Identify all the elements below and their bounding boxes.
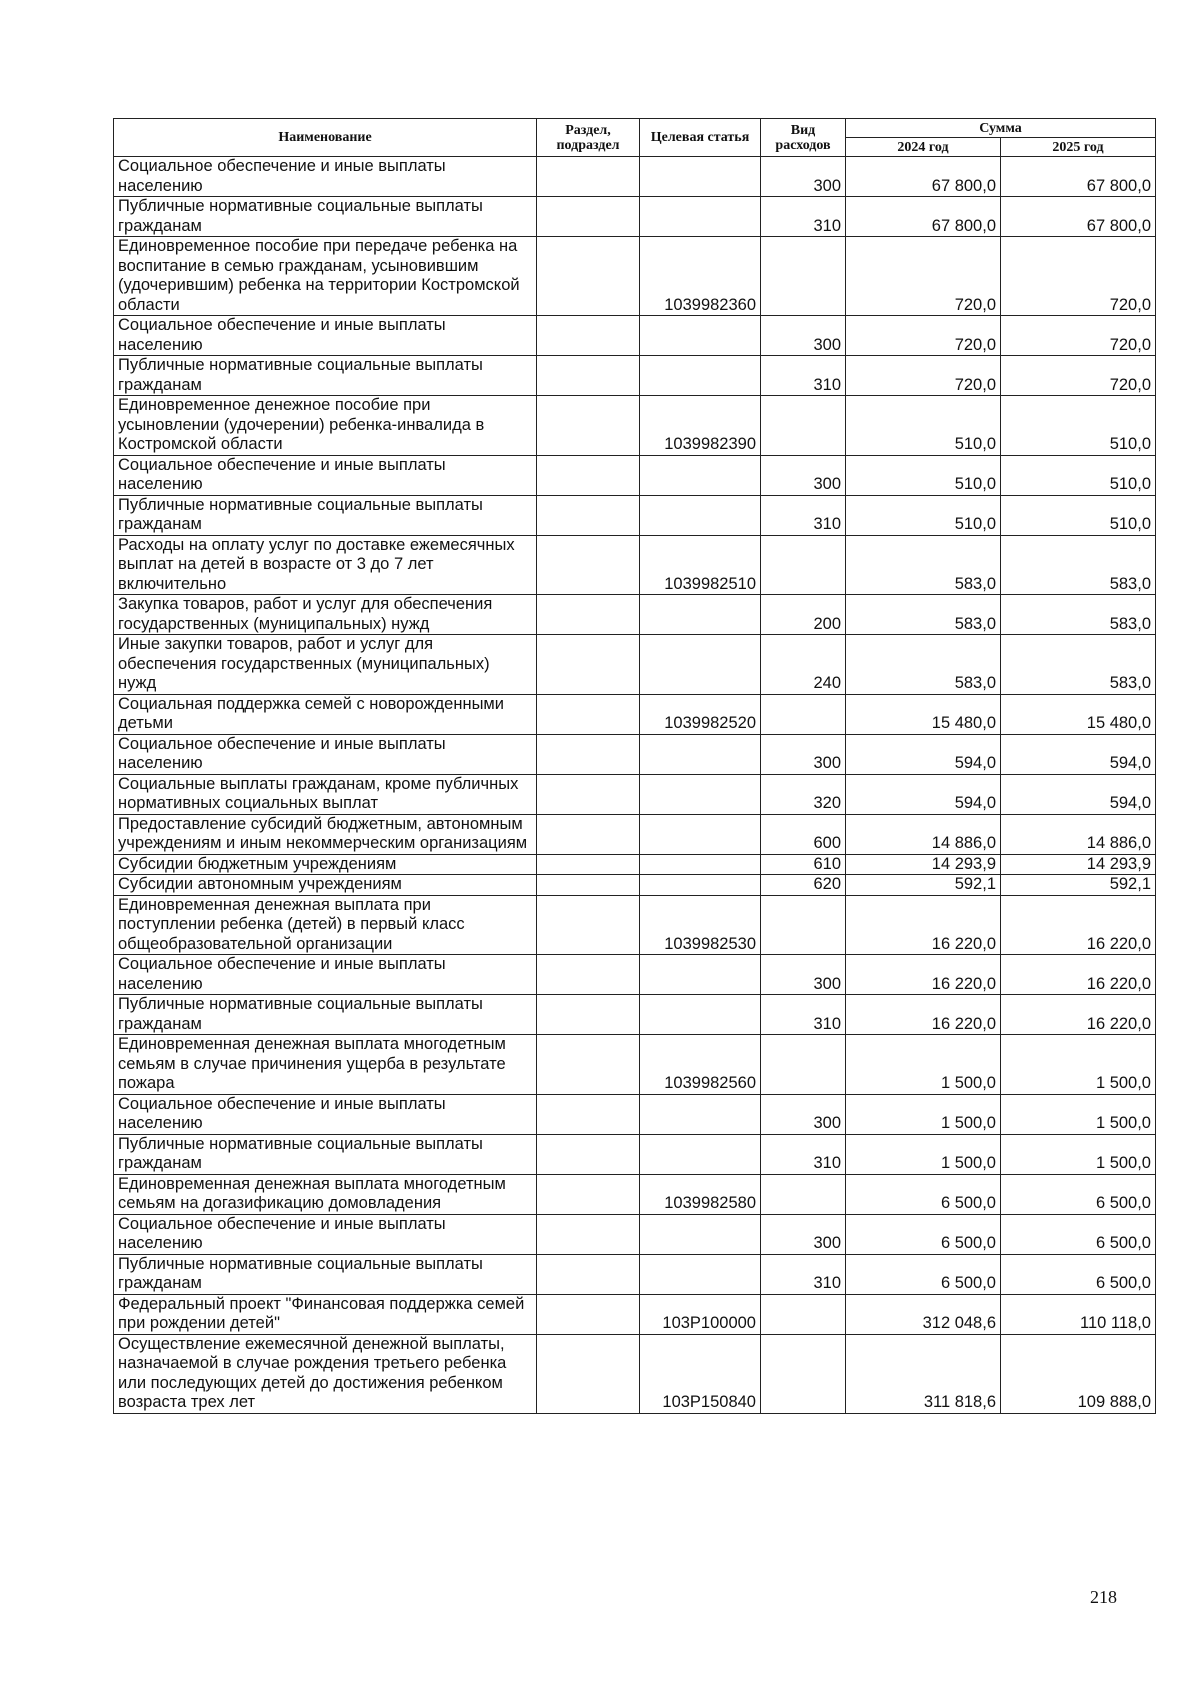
cell-name: Публичные нормативные социальные выплаты гражданам <box>114 495 537 535</box>
cell-target <box>640 1094 761 1134</box>
cell-amount-2024: 6 500,0 <box>846 1174 1001 1214</box>
table-row <box>114 1254 1156 1294</box>
cell-name: Социальное обеспечение и иные выплаты населению <box>114 955 537 995</box>
table-row <box>114 1214 1156 1254</box>
cell-target <box>640 356 761 396</box>
cell-name: Социальное обеспечение и иные выплаты населению <box>114 455 537 495</box>
cell-amount-2025: 1 500,0 <box>1001 1134 1156 1174</box>
cell-section <box>537 1294 640 1334</box>
table-row <box>114 157 1156 197</box>
cell-section <box>537 356 640 396</box>
cell-amount-2025: 6 500,0 <box>1001 1214 1156 1254</box>
cell-amount-2025: 110 118,0 <box>1001 1294 1156 1334</box>
cell-name: Субсидии автономным учреждениям <box>114 875 537 896</box>
cell-section <box>537 774 640 814</box>
cell-amount-2024: 720,0 <box>846 316 1001 356</box>
cell-amount-2025: 592,1 <box>1001 875 1156 896</box>
cell-amount-2024: 16 220,0 <box>846 995 1001 1035</box>
cell-amount-2024: 720,0 <box>846 356 1001 396</box>
cell-amount-2024: 15 480,0 <box>846 694 1001 734</box>
cell-amount-2024: 592,1 <box>846 875 1001 896</box>
header-section: Раздел, подраздел <box>537 119 640 157</box>
table-row <box>114 895 1156 955</box>
cell-name: Субсидии бюджетным учреждениям <box>114 854 537 875</box>
table-row <box>114 995 1156 1035</box>
cell-type <box>761 1035 846 1095</box>
header-target: Целевая статья <box>640 119 761 157</box>
cell-section <box>537 396 640 456</box>
table-row <box>114 316 1156 356</box>
cell-type <box>761 396 846 456</box>
cell-name: Предоставление субсидий бюджетным, автономным учреждениям и иным некоммерческим организациям <box>114 814 537 854</box>
cell-amount-2024: 14 293,9 <box>846 854 1001 875</box>
table-row <box>114 535 1156 595</box>
cell-amount-2025: 15 480,0 <box>1001 694 1156 734</box>
table-row <box>114 1094 1156 1134</box>
table-row <box>114 495 1156 535</box>
table-row <box>114 455 1156 495</box>
cell-section <box>537 197 640 237</box>
cell-target: 1039982580 <box>640 1174 761 1214</box>
header-year-2025: 2025 год <box>1001 138 1156 157</box>
cell-type: 310 <box>761 1134 846 1174</box>
table-row <box>114 1035 1156 1095</box>
cell-target <box>640 495 761 535</box>
cell-amount-2024: 594,0 <box>846 734 1001 774</box>
cell-section <box>537 995 640 1035</box>
header-name: Наименование <box>114 119 537 157</box>
cell-amount-2025: 720,0 <box>1001 356 1156 396</box>
cell-target <box>640 875 761 896</box>
cell-type: 240 <box>761 635 846 695</box>
cell-amount-2024: 583,0 <box>846 595 1001 635</box>
cell-type <box>761 535 846 595</box>
cell-target <box>640 595 761 635</box>
cell-section <box>537 1134 640 1174</box>
cell-type: 300 <box>761 1214 846 1254</box>
cell-amount-2024: 6 500,0 <box>846 1214 1001 1254</box>
cell-section <box>537 495 640 535</box>
cell-name: Единовременное денежное пособие при усыновлении (удочерении) ребенка-инвалида в Костромской области <box>114 396 537 456</box>
cell-type: 300 <box>761 1094 846 1134</box>
cell-amount-2024: 583,0 <box>846 535 1001 595</box>
cell-amount-2025: 594,0 <box>1001 774 1156 814</box>
cell-amount-2024: 720,0 <box>846 237 1001 316</box>
cell-section <box>537 595 640 635</box>
cell-target: 1039982510 <box>640 535 761 595</box>
cell-amount-2025: 1 500,0 <box>1001 1035 1156 1095</box>
cell-name: Публичные нормативные социальные выплаты гражданам <box>114 356 537 396</box>
cell-target <box>640 316 761 356</box>
cell-section <box>537 875 640 896</box>
table-row <box>114 694 1156 734</box>
cell-amount-2024: 67 800,0 <box>846 197 1001 237</box>
cell-type: 310 <box>761 356 846 396</box>
cell-name: Публичные нормативные социальные выплаты гражданам <box>114 197 537 237</box>
cell-amount-2025: 16 220,0 <box>1001 955 1156 995</box>
cell-target: 1039982530 <box>640 895 761 955</box>
cell-name: Единовременная денежная выплата многодетным семьям в случае причинения ущерба в результате пожара <box>114 1035 537 1095</box>
cell-amount-2025: 6 500,0 <box>1001 1254 1156 1294</box>
table-row <box>114 734 1156 774</box>
cell-type <box>761 895 846 955</box>
table-row <box>114 356 1156 396</box>
cell-amount-2025: 510,0 <box>1001 495 1156 535</box>
cell-target <box>640 1134 761 1174</box>
cell-target: 1039982390 <box>640 396 761 456</box>
cell-type <box>761 1334 846 1413</box>
cell-type: 300 <box>761 455 846 495</box>
cell-name: Единовременная денежная выплата многодетным семьям на догазификацию домовладения <box>114 1174 537 1214</box>
cell-section <box>537 1214 640 1254</box>
cell-amount-2025: 720,0 <box>1001 316 1156 356</box>
cell-amount-2025: 16 220,0 <box>1001 995 1156 1035</box>
table-row <box>114 1334 1156 1413</box>
cell-target <box>640 455 761 495</box>
cell-amount-2025: 109 888,0 <box>1001 1334 1156 1413</box>
cell-target <box>640 734 761 774</box>
header-type: Вид расходов <box>761 119 846 157</box>
cell-amount-2024: 510,0 <box>846 396 1001 456</box>
cell-name: Расходы на оплату услуг по доставке ежемесячных выплат на детей в возрасте от 3 до 7 лет включительно <box>114 535 537 595</box>
cell-target <box>640 1214 761 1254</box>
cell-amount-2025: 720,0 <box>1001 237 1156 316</box>
cell-name: Единовременная денежная выплата при поступлении ребенка (детей) в первый класс общеобразовательной организации <box>114 895 537 955</box>
cell-amount-2024: 1 500,0 <box>846 1035 1001 1095</box>
table-row <box>114 237 1156 316</box>
cell-name: Социальное обеспечение и иные выплаты населению <box>114 157 537 197</box>
cell-amount-2025: 67 800,0 <box>1001 197 1156 237</box>
cell-amount-2025: 510,0 <box>1001 455 1156 495</box>
table-row <box>114 1174 1156 1214</box>
cell-amount-2025: 14 886,0 <box>1001 814 1156 854</box>
cell-section <box>537 955 640 995</box>
cell-section <box>537 895 640 955</box>
cell-type: 310 <box>761 197 846 237</box>
table-header <box>114 119 1156 157</box>
cell-amount-2025: 1 500,0 <box>1001 1094 1156 1134</box>
cell-name: Публичные нормативные социальные выплаты гражданам <box>114 995 537 1035</box>
cell-amount-2024: 14 886,0 <box>846 814 1001 854</box>
table-row <box>114 635 1156 695</box>
cell-amount-2025: 583,0 <box>1001 535 1156 595</box>
cell-section <box>537 157 640 197</box>
cell-name: Социальное обеспечение и иные выплаты населению <box>114 316 537 356</box>
cell-target <box>640 1254 761 1294</box>
cell-section <box>537 455 640 495</box>
cell-target: 1039982520 <box>640 694 761 734</box>
cell-section <box>537 1094 640 1134</box>
cell-amount-2024: 311 818,6 <box>846 1334 1001 1413</box>
cell-target <box>640 197 761 237</box>
cell-section <box>537 1035 640 1095</box>
table-row <box>114 1134 1156 1174</box>
cell-type: 600 <box>761 814 846 854</box>
cell-section <box>537 535 640 595</box>
cell-target: 103P100000 <box>640 1294 761 1334</box>
table-row <box>114 875 1156 896</box>
cell-name: Иные закупки товаров, работ и услуг для обеспечения государственных (муниципальных) нужд <box>114 635 537 695</box>
cell-name: Социальное обеспечение и иные выплаты населению <box>114 1094 537 1134</box>
table-row <box>114 197 1156 237</box>
cell-section <box>537 734 640 774</box>
cell-type <box>761 1174 846 1214</box>
cell-section <box>537 1334 640 1413</box>
table-row <box>114 595 1156 635</box>
table-row <box>114 1294 1156 1334</box>
cell-amount-2024: 594,0 <box>846 774 1001 814</box>
cell-amount-2024: 312 048,6 <box>846 1294 1001 1334</box>
cell-amount-2025: 594,0 <box>1001 734 1156 774</box>
cell-amount-2024: 6 500,0 <box>846 1254 1001 1294</box>
cell-amount-2025: 6 500,0 <box>1001 1174 1156 1214</box>
cell-name: Публичные нормативные социальные выплаты гражданам <box>114 1254 537 1294</box>
header-year-2024: 2024 год <box>846 138 1001 157</box>
cell-section <box>537 814 640 854</box>
cell-section <box>537 237 640 316</box>
cell-name: Социальная поддержка семей с новорожденными детьми <box>114 694 537 734</box>
cell-name: Федеральный проект "Финансовая поддержка семей при рождении детей" <box>114 1294 537 1334</box>
cell-target: 1039982560 <box>640 1035 761 1095</box>
cell-target <box>640 814 761 854</box>
header-sum: Сумма <box>846 119 1156 138</box>
cell-amount-2025: 583,0 <box>1001 635 1156 695</box>
table-row <box>114 955 1156 995</box>
cell-type: 300 <box>761 316 846 356</box>
cell-section <box>537 316 640 356</box>
cell-type <box>761 694 846 734</box>
table-row <box>114 396 1156 456</box>
cell-type: 300 <box>761 955 846 995</box>
cell-target <box>640 995 761 1035</box>
cell-section <box>537 1254 640 1294</box>
cell-amount-2025: 14 293,9 <box>1001 854 1156 875</box>
cell-type <box>761 1294 846 1334</box>
cell-name: Закупка товаров, работ и услуг для обеспечения государственных (муниципальных) нужд <box>114 595 537 635</box>
cell-type: 200 <box>761 595 846 635</box>
cell-target <box>640 854 761 875</box>
cell-name: Социальные выплаты гражданам, кроме публичных нормативных социальных выплат <box>114 774 537 814</box>
table-row <box>114 814 1156 854</box>
cell-amount-2024: 1 500,0 <box>846 1094 1001 1134</box>
cell-type: 320 <box>761 774 846 814</box>
page-number: 218 <box>1090 1587 1117 1607</box>
cell-target <box>640 955 761 995</box>
cell-target <box>640 774 761 814</box>
cell-type <box>761 237 846 316</box>
cell-amount-2024: 16 220,0 <box>846 955 1001 995</box>
cell-amount-2024: 1 500,0 <box>846 1134 1001 1174</box>
cell-type: 620 <box>761 875 846 896</box>
cell-section <box>537 635 640 695</box>
cell-amount-2024: 583,0 <box>846 635 1001 695</box>
cell-target <box>640 157 761 197</box>
cell-type: 310 <box>761 495 846 535</box>
cell-type: 300 <box>761 157 846 197</box>
cell-amount-2025: 16 220,0 <box>1001 895 1156 955</box>
cell-target: 1039982360 <box>640 237 761 316</box>
cell-target <box>640 635 761 695</box>
cell-amount-2025: 583,0 <box>1001 595 1156 635</box>
table-row <box>114 854 1156 875</box>
cell-amount-2024: 67 800,0 <box>846 157 1001 197</box>
cell-type: 310 <box>761 995 846 1035</box>
table-row <box>114 774 1156 814</box>
cell-section <box>537 854 640 875</box>
cell-name: Социальное обеспечение и иные выплаты населению <box>114 734 537 774</box>
budget-table <box>113 118 1156 1414</box>
cell-name: Осуществление ежемесячной денежной выплаты, назначаемой в случае рождения третьего ребенка или последующих детей до достижения ребенком возраста трех лет <box>114 1334 537 1413</box>
cell-type: 610 <box>761 854 846 875</box>
cell-amount-2024: 16 220,0 <box>846 895 1001 955</box>
cell-target: 103P150840 <box>640 1334 761 1413</box>
cell-name: Публичные нормативные социальные выплаты гражданам <box>114 1134 537 1174</box>
cell-amount-2024: 510,0 <box>846 495 1001 535</box>
cell-type: 300 <box>761 734 846 774</box>
cell-amount-2024: 510,0 <box>846 455 1001 495</box>
cell-name: Социальное обеспечение и иные выплаты населению <box>114 1214 537 1254</box>
cell-name: Единовременное пособие при передаче ребенка на воспитание в семью гражданам, усыновившим (удочерившим) ребенка на территории Костромской области <box>114 237 537 316</box>
cell-amount-2025: 67 800,0 <box>1001 157 1156 197</box>
cell-section <box>537 1174 640 1214</box>
table-body <box>114 157 1156 1414</box>
cell-type: 310 <box>761 1254 846 1294</box>
cell-amount-2025: 510,0 <box>1001 396 1156 456</box>
cell-section <box>537 694 640 734</box>
